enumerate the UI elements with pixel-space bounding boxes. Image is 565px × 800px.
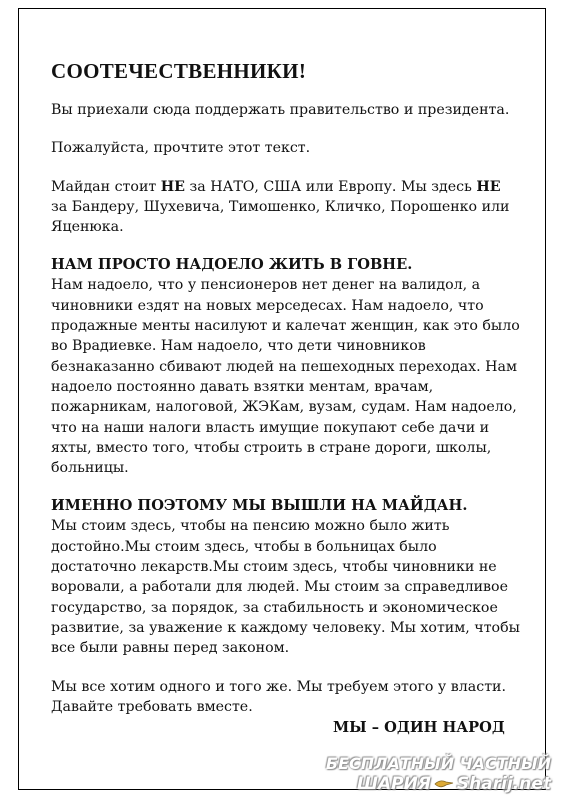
stance-text-2: за НАТО, США или Европу. Мы здесь [184,178,477,195]
section2-heading: ИМЕННО ПОЭТОМУ МЫ ВЫШЛИ НА МАЙДАН. [51,497,468,515]
watermark-line2 [326,774,551,794]
watermark [326,754,551,794]
document-body [51,58,521,717]
section1-heading: НАМ ПРОСТО НАДОЕЛО ЖИТЬ В ГОВНЕ. [51,256,413,274]
stance-text-3: за Бандеру, Шухевича, Тимошенко, Кличко, Порошенко или Яценюка. [51,198,510,236]
closing-paragraph: Мы все хотим одного и того же. Мы требуем этого у власти. Давайте требовать вместе. [51,678,507,715]
stance-not-2: НЕ [476,178,501,195]
watermark-text-left: ШАРИЯ [356,774,431,794]
section2-body: Мы стоим здесь, чтобы на пенсию можно было жить достойно.Мы стоим здесь, чтобы в больницах было достаточно лекарств.Мы стоим здесь, чтобы чиновники не воровали, а работали для людей. Мы стоим за справедливое государство, за порядок, за стабильность и экономическое развитие, за уважение к каждому человеку. Мы хотим, чтобы все были равны перед законом. [51,518,520,657]
section1-body: Нам надоело, что у пенсионеров нет денег на валидол, а чиновники ездят на новых мерседесах. Нам надоело, что продажные менты насилуют и калечат женщин, как это было во Врадиевке. Нам надоело, что дети чиновников безнаказанно сбивают людей на пешеходных переходах. Нам надоело постоянно давать взятки ментам, врачам, пожарникам, налоговой, ЖЭКам, вузам, судам. Нам надоело, что на наши налоги власть имущие покупают себе дачи и яхты, вместо того, чтобы строить в стране дороги, школы, больницы. [51,277,520,477]
watermark-line1: БЕСПЛАТНЫЙ ЧАСТНЫЙ [325,754,551,773]
stance-not-1: НЕ [160,178,185,195]
please-read-paragraph: Пожалуйста, прочтите этот текст. [51,140,311,157]
document-title: СООТЕЧЕСТВЕННИКИ! [51,59,307,83]
maidan-stance-paragraph [51,177,521,238]
stance-text-1: Майдан стоит [51,178,161,195]
hand-pointer-icon [434,779,454,789]
watermark-text-right: Sharij.net [456,774,551,794]
signature: МЫ – ОДИН НАРОД [333,719,505,736]
intro-paragraph: Вы приехали сюда поддержать правительство и президента. [51,102,510,118]
